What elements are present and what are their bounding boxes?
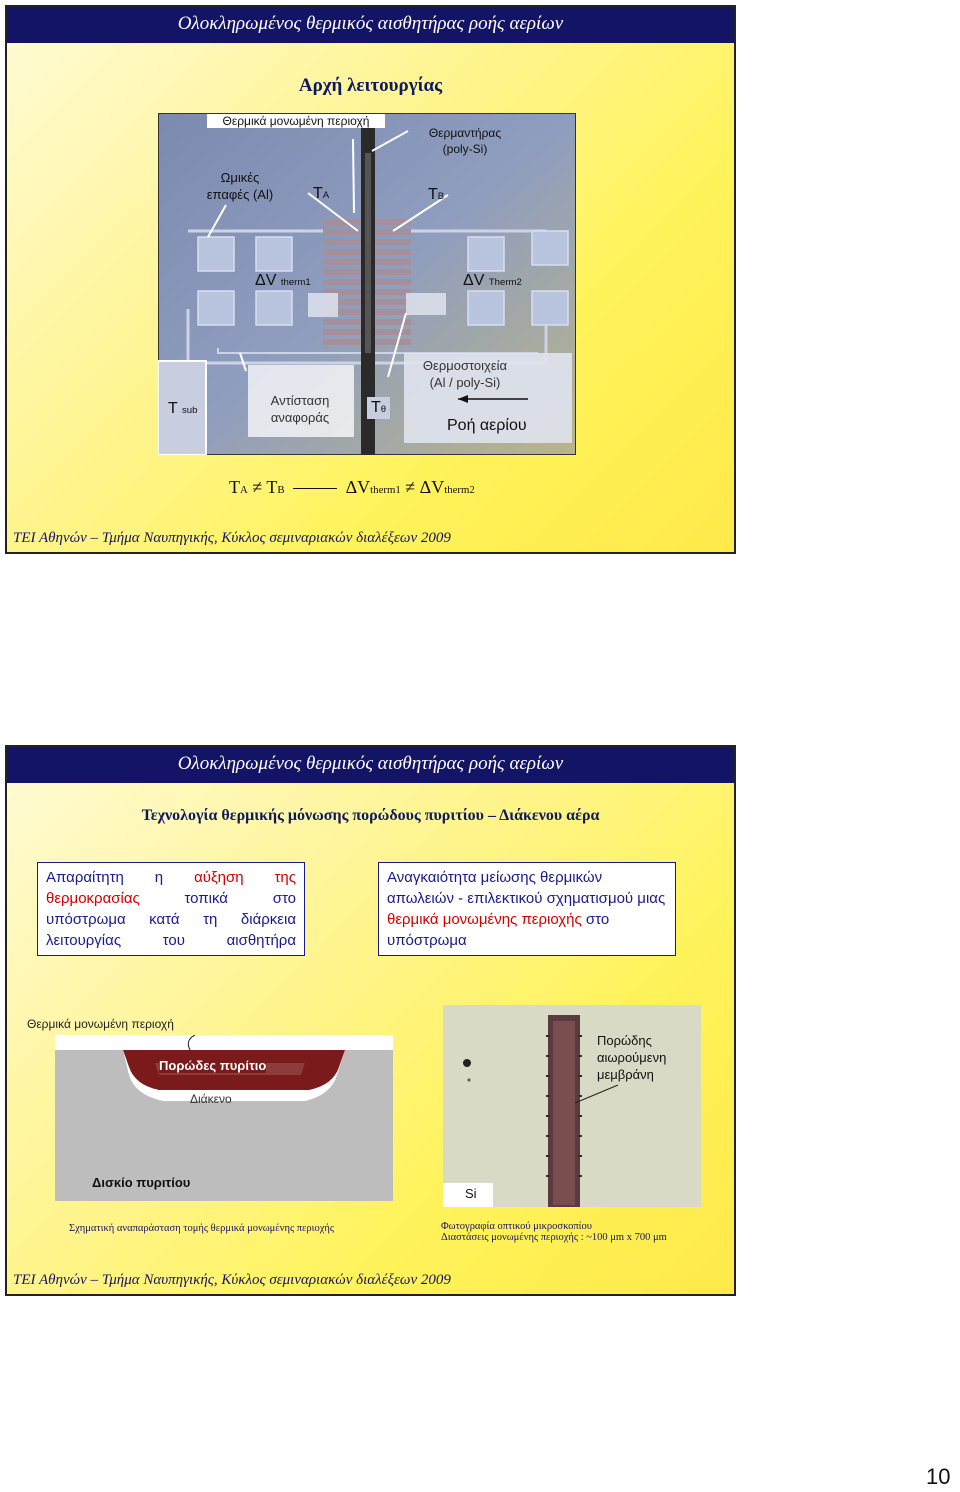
slide-2-title-bar — [7, 747, 734, 783]
caption-schematic: Σχηματική αναπαράσταση τομής θερμικά μονωμένης περιοχής — [69, 1223, 335, 1234]
label-isolated-region: Θερμικά μονωμένη περιοχή — [207, 114, 385, 128]
label-ohmic-contacts: Ωμικές επαφές (Al) — [206, 170, 274, 202]
label-si: Si — [465, 1186, 477, 1201]
label-cavity: Διάκενο — [190, 1092, 232, 1106]
label-gas-flow: Ροή αερίου — [447, 417, 527, 434]
label-tsub: T sub — [168, 400, 198, 417]
slide-1 — [5, 5, 736, 554]
label-thermocouples: Θερμοστοιχεία (Al / poly-Si) — [422, 358, 508, 390]
label-dv-therm2: ΔV Therm2 — [463, 272, 522, 289]
label-heater: Θερμαντήρας (poly-Si) — [428, 126, 502, 156]
label-tb: TB — [428, 186, 445, 203]
page-number: 10 — [926, 1464, 951, 1489]
label-reference-resistor: Αντίσταση αναφοράς — [270, 393, 330, 425]
box-temperature-increase: Απαραίτητη η αύξηση της θερμοκρασίας τοπικά στο υπόστρωμα κατά τη διάρκεια λειτουργίας του αισθητήρα — [37, 862, 305, 956]
slide-2-heading: Τεχνολογία θερμικής μόνωσης πορώδους πυριτίου – Διάκενου αέρα — [141, 807, 600, 824]
label-dv-therm1: ΔV therm1 — [255, 272, 311, 289]
slide-1-heading: Αρχή λειτουργίας — [298, 75, 443, 96]
slide-2-title: Ολοκληρωμένος θερμικός αισθητήρας ροής αερίων — [177, 753, 564, 774]
slide-1-title: Ολοκληρωμένος θερμικός αισθητήρας ροής αερίων — [177, 13, 564, 34]
slide-1-title-bar — [7, 7, 734, 43]
label-porous-membrane: Πορώδης αιωρούμενη μεμβράνη — [597, 1033, 667, 1082]
label-isolated-region-2: Θερμικά μονωμένη περιοχή — [27, 1017, 174, 1031]
slide-2 — [5, 745, 736, 1296]
slide-2-footer: ΤΕΙ Αθηνών – Τμήμα Ναυπηγικής, Κύκλος σεμιναριακών διαλέξεων 2009 — [13, 1272, 451, 1288]
slide-1-footer: ΤΕΙ Αθηνών – Τμήμα Ναυπηγικής, Κύκλος σεμιναριακών διαλέξεων 2009 — [13, 530, 451, 546]
box-thermal-loss-reduction: Αναγκαιότητα μείωσης θερμικών απωλειών - επιλεκτικού σχηματισμού μιας θερμικά μονωμένης περιοχής στο υπόστρωμα — [378, 862, 676, 956]
equation-temperature-difference: TA ≠ TB ΔVtherm1 ≠ ΔVtherm2 — [229, 477, 475, 497]
label-silicon-wafer: Δισκίο πυριτίου — [92, 1175, 191, 1190]
label-ta: TA — [313, 185, 330, 202]
caption-micrograph: Φωτογραφία οπτικού μικροσκοπίου Διαστάσεις μονωμένης περιοχής : ~100 μm x 700 μm — [441, 1221, 667, 1243]
label-ttheta: Tθ — [367, 397, 390, 419]
label-porous-silicon: Πορώδες πυρίτιο — [159, 1058, 267, 1073]
